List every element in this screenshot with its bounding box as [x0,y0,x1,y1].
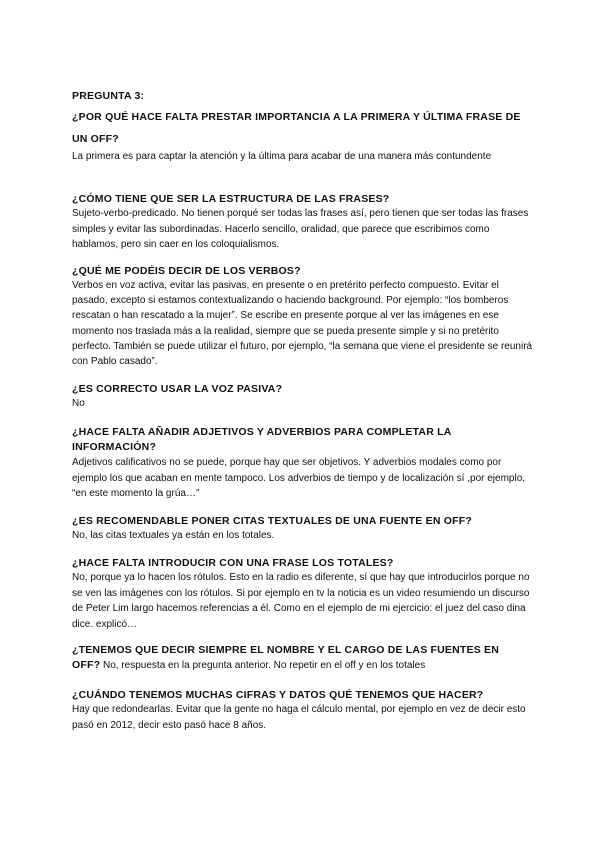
question-7: ¿HACE FALTA INTRODUCIR CON UNA FRASE LOS TOTALES? [72,557,394,569]
question-8: ¿TENEMOS QUE DECIR SIEMPRE EL NOMBRE Y EL CARGO DE LAS FUENTES EN OFF? [72,644,500,671]
answer-8-block [72,643,512,673]
answer-3: Verbos en voz activa, evitar las pasivas, en presente o en pretérito perfecto compuesto. Evitar el pasado, excepto si estamos contextualizando o haciendo background. Por ejemplo: “los bomberos rescatan o han rescatado a la mujer”. Se escribe en presente porque al ver las imágenes en ese momento nos traslada más a la realidad, siempre que se pueda presente simple y si no pretérito perfecto. También se puede utilizar el futuro, por ejemplo, “la semana que viene el presidente se reunirá con Pablo casado”. [72,280,533,368]
question-6: ¿ES RECOMENDABLE PONER CITAS TEXTUALES DE UNA FUENTE EN OFF? [72,515,472,527]
question-3: ¿QUÉ ME PODÉIS DECIR DE LOS VERBOS? [72,265,301,277]
question-5: ¿HACE FALTA AÑADIR ADJETIVOS Y ADVERBIOS PARA COMPLETAR LA INFORMACIÓN? [72,426,452,453]
answer-4: No [72,398,85,409]
answer-8: No, respuesta en la pregunta anterior. No repetir en el off y en los totales [100,660,426,671]
answer-6: No, las citas textuales ya están en los totales. [72,530,275,541]
answer-5: Adjetivos calificativos no se puede, porque hay que ser objetivos. Y adverbios modales como por ejemplo los que acaban en mente tampoco. Los adverbios de tiempo y de localización sí ,por ejemplo, “en este momento la grúa…” [72,457,526,500]
question-9: ¿CUÁNDO TENEMOS MUCHAS CIFRAS Y DATOS QUÉ TENEMOS QUE HACER? [72,689,484,701]
answer-1: La primera es para captar la atención y la última para acabar de una manera más contundente [72,151,492,162]
question-1: ¿POR QUÉ HACE FALTA PRESTAR IMPORTANCIA A LA PRIMERA Y ÚLTIMA FRASE DE UN OFF? [72,111,521,145]
question-4: ¿ES CORRECTO USAR LA VOZ PASIVA? [72,383,283,395]
heading-pregunta-3: PREGUNTA 3: [72,90,145,102]
answer-2: Sujeto-verbo-predicado. No tienen porqué ser todas las frases así, pero tienen que ser todas las frases simples y evitar las subordinadas. Hacerlo sencillo, oralidad, que parece que escribimos como hablamos, pero sin caer en los coloquialismos. [72,208,529,251]
answer-7: No, porque ya lo hacen los rótulos. Esto en la radio es diferente, sí que hay que introducirlos porque no se ven las imágenes con los rótulos. Si por ejemplo en tv la noticia es un video resumiendo un discurso de Peter Lim largo hacemos referencias a él. Como en el ejemplo de mi ejercicio: el juez del caso dina dice. explicó… [72,572,530,630]
question-2: ¿CÓMO TIENE QUE SER LA ESTRUCTURA DE LAS FRASES? [72,193,390,205]
answer-9: Hay que redondearlas. Evitar que la gente no haga el cálculo mental, por ejemplo en vez de decir esto pasó en 2012, decir esto pasó hace 8 años. [72,704,526,731]
